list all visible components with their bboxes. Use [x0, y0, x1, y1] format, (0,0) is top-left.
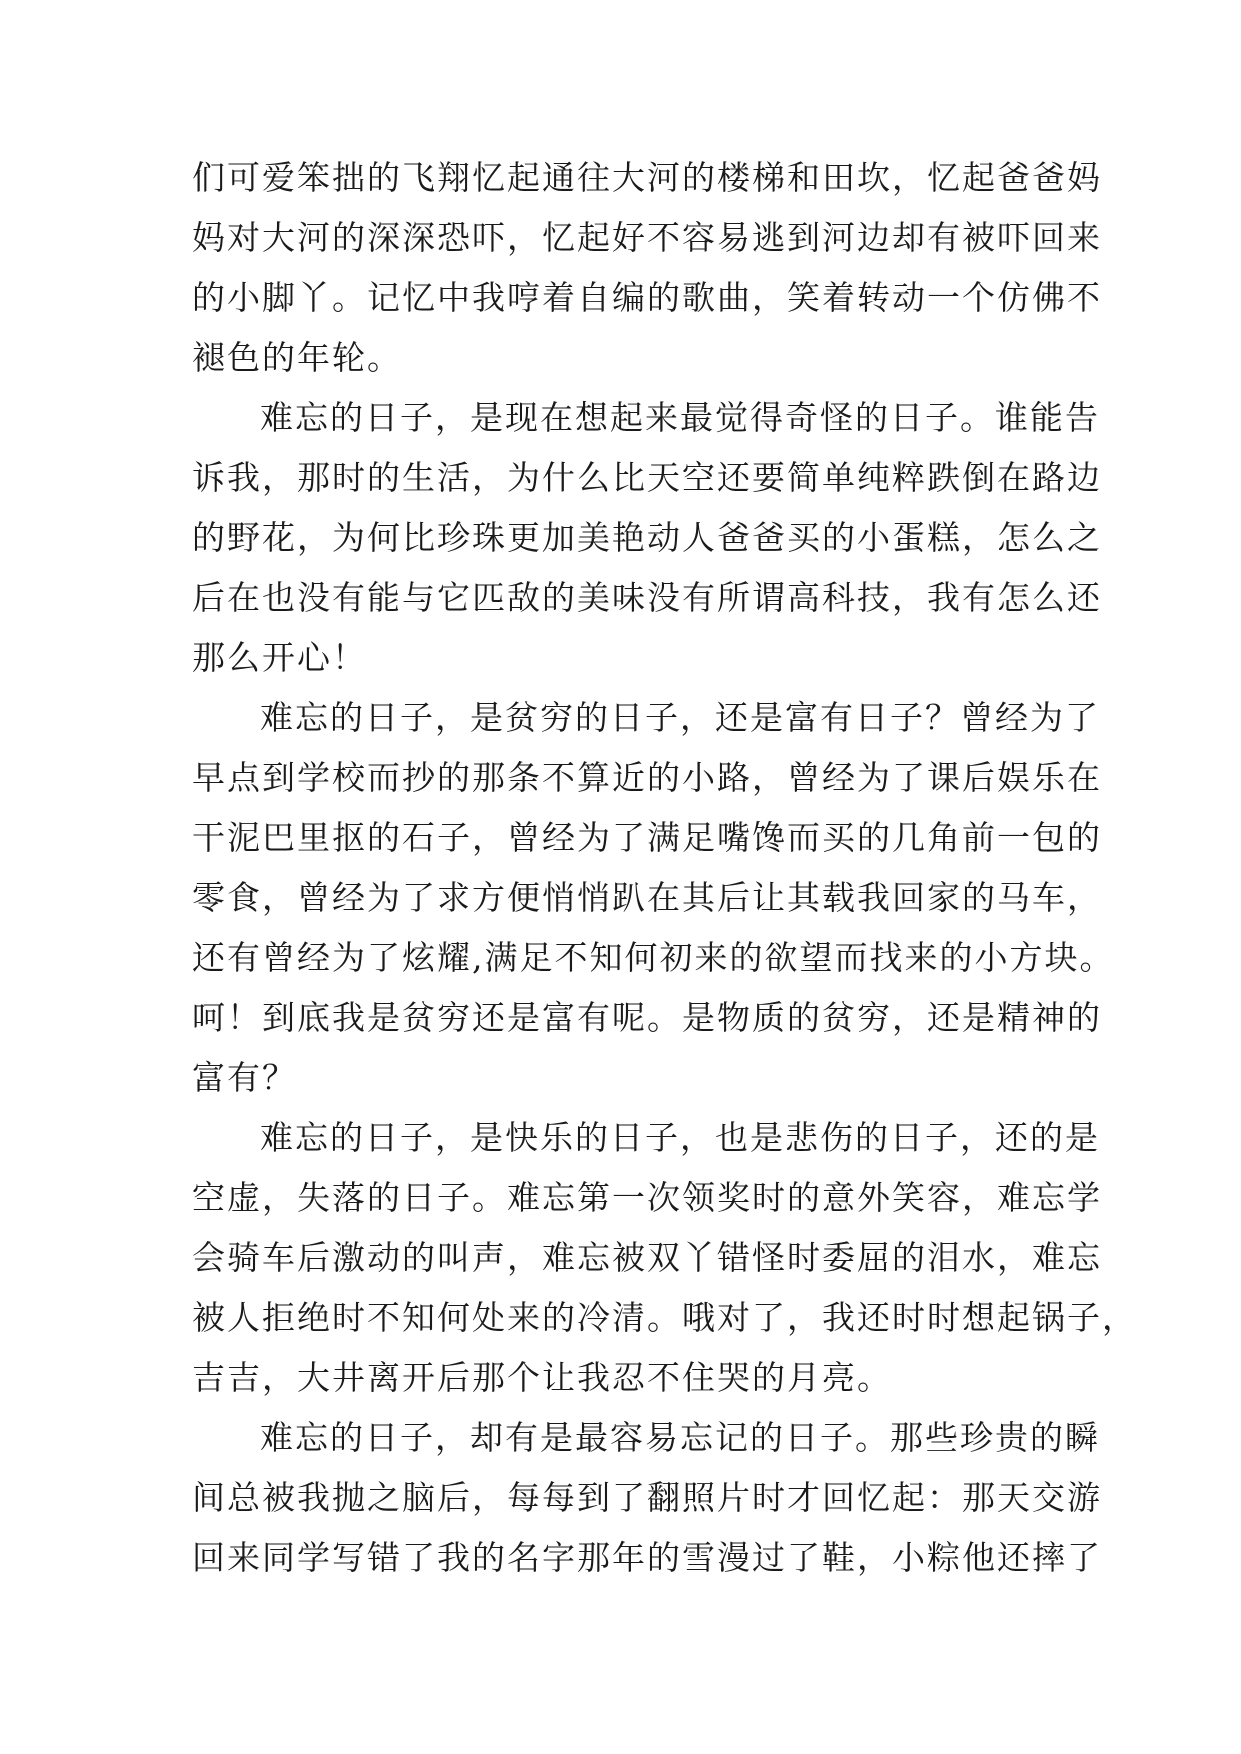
essay-body: [192, 148, 1137, 1588]
text-line: 富有？: [192, 1058, 297, 1097]
text-line: 吉吉，大井离开后那个让我忍不住哭的月亮。: [192, 1358, 892, 1397]
text-line: 回来同学写错了我的名字那年的雪漫过了鞋，小粽他还摔了: [192, 1538, 1102, 1577]
text-line: 呵！到底我是贫穷还是富有呢。是物质的贫穷，还是精神的: [192, 998, 1102, 1037]
text-line: 诉我，那时的生活，为什么比天空还要简单纯粹跌倒在路边: [192, 458, 1102, 497]
text-line: 空虚，失落的日子。难忘第一次领奖时的意外笑容，难忘学: [192, 1178, 1102, 1217]
paragraph-first-line: 难忘的日子，是现在想起来最觉得奇怪的日子。谁能告: [260, 398, 1100, 437]
paragraph-first-line: 难忘的日子，是快乐的日子，也是悲伤的日子，还的是: [260, 1118, 1100, 1157]
text-line: 的野花，为何比珍珠更加美艳动人爸爸买的小蛋糕，怎么之: [192, 518, 1102, 557]
text-line: 间总被我抛之脑后，每每到了翻照片时才回忆起：那天交游: [192, 1478, 1102, 1517]
text-line: 会骑车后激动的叫声，难忘被双丫错怪时委屈的泪水，难忘: [192, 1238, 1102, 1277]
paragraph-first-line: 难忘的日子，却有是最容易忘记的日子。那些珍贵的瞬: [260, 1418, 1100, 1457]
text-line: 妈对大河的深深恐吓，忆起好不容易逃到河边却有被吓回来: [192, 218, 1102, 257]
text-line: 干泥巴里抠的石子，曾经为了满足嘴馋而买的几角前一包的: [192, 818, 1102, 857]
text-line: 褪色的年轮。: [192, 338, 402, 377]
text-line: 还有曾经为了炫耀,满足不知何初来的欲望而找来的小方块。: [192, 938, 1115, 977]
text-line: 们可爱笨拙的飞翔忆起通往大河的楼梯和田坎，忆起爸爸妈: [192, 158, 1102, 197]
text-line: 零食，曾经为了求方便悄悄趴在其后让其载我回家的马车，: [192, 878, 1102, 917]
text-line: 后在也没有能与它匹敌的美味没有所谓高科技，我有怎么还: [192, 578, 1102, 617]
paragraph-first-line: 难忘的日子，是贫穷的日子，还是富有日子？曾经为了: [260, 698, 1100, 737]
text-line: 早点到学校而抄的那条不算近的小路，曾经为了课后娱乐在: [192, 758, 1102, 797]
text-line: 被人拒绝时不知何处来的冷清。哦对了，我还时时想起锅子，: [192, 1298, 1137, 1337]
text-line: 的小脚丫。记忆中我哼着自编的歌曲，笑着转动一个仿佛不: [192, 278, 1102, 317]
text-line: 那么开心！: [192, 638, 367, 677]
